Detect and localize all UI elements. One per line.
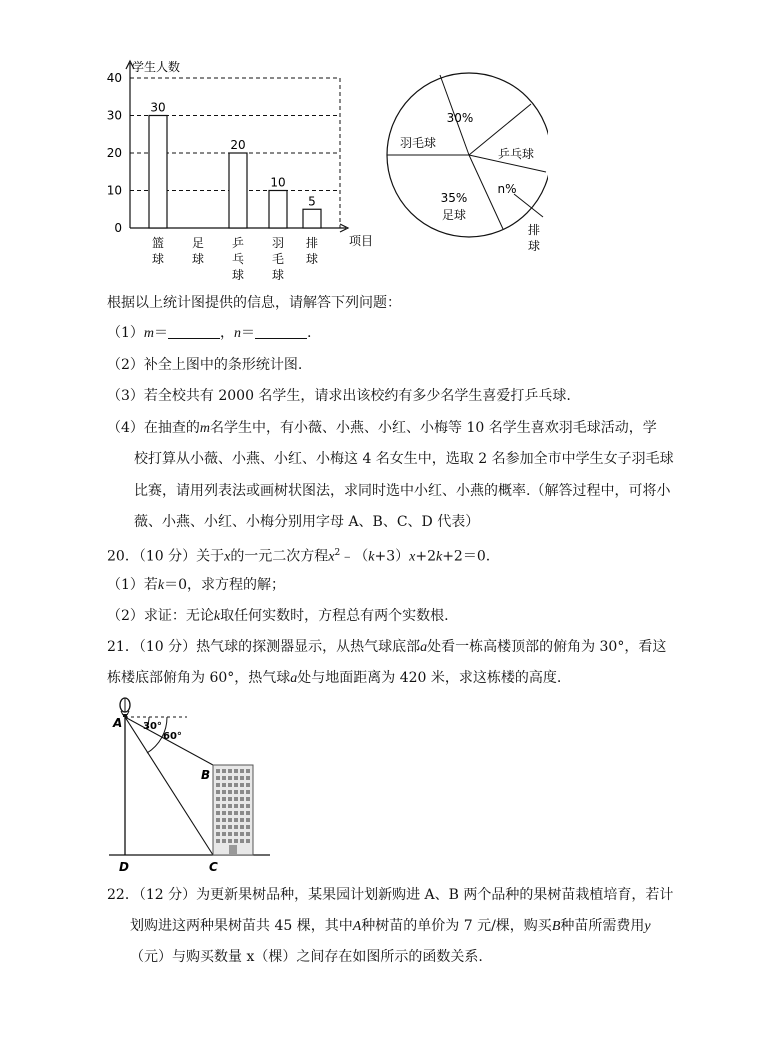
building-window <box>222 818 226 822</box>
q21-stem-line1 <box>107 637 666 658</box>
var-a: a <box>290 671 298 686</box>
building-window <box>222 811 226 815</box>
building-window <box>234 825 238 829</box>
text: 21．（10 分）热气球的探测器显示，从热气球底部 <box>107 639 421 655</box>
building-window <box>228 811 232 815</box>
building-window <box>228 839 232 843</box>
bar <box>149 116 167 229</box>
angle-label-60: 60° <box>163 731 182 742</box>
text: 种苗所需费用 <box>560 918 645 934</box>
y-tick-label: 10 <box>106 183 122 198</box>
building-window <box>234 804 238 808</box>
var-m: m <box>143 326 155 341</box>
q19-part4-line3: 比赛，请用列表法或画树状图法，求同时选中小红、小燕的概率.（解答过程中，可将小 <box>134 483 671 499</box>
text: 的一元二次方程 <box>230 548 329 565</box>
x-tick-label: 球 <box>305 252 319 266</box>
bar-chart <box>95 55 385 290</box>
x-tick-label: 毛 <box>271 252 285 266</box>
building-window <box>246 776 250 780</box>
building-window <box>222 776 226 780</box>
label-D: D <box>119 860 129 874</box>
building-window <box>246 804 250 808</box>
y-tick-label: 20 <box>106 146 122 160</box>
building-window <box>240 832 244 836</box>
var-k: k <box>157 578 165 593</box>
building-window <box>228 825 232 829</box>
var-x: x <box>328 549 335 565</box>
var-A: A <box>352 919 362 934</box>
building-window <box>228 783 232 787</box>
text: 20．（10 分）关于 <box>107 548 225 565</box>
superscript: 2 <box>334 548 341 558</box>
text: 取任何实数时，方程总有两个实数根. <box>220 608 449 624</box>
x-tick-label: 乓 <box>231 252 245 266</box>
bar <box>229 153 247 228</box>
period: . <box>307 325 312 341</box>
text: 栋楼底部俯角为 60°，热气球 <box>107 670 291 686</box>
building-window <box>216 769 220 773</box>
building-window <box>228 790 232 794</box>
bar <box>269 191 287 229</box>
building-window <box>246 769 250 773</box>
building-window <box>246 790 250 794</box>
q19-part4-line2: 校打算从小薇、小燕、小红、小梅这 4 名女生中，选取 2 名参加全市中学生女子羽毛球 <box>134 451 674 467</box>
text: 划购进这两种果树苗共 45 棵，其中 <box>130 918 353 934</box>
building-window <box>240 797 244 801</box>
building-window <box>216 825 220 829</box>
building-window <box>246 783 250 787</box>
building-window <box>246 825 250 829</box>
var-m: m <box>199 421 211 436</box>
x-tick-label: 球 <box>191 252 205 266</box>
label-A: A <box>113 716 123 730</box>
x-axis-title: 项目 <box>349 234 374 248</box>
building-window <box>240 825 244 829</box>
text: 处看一栋高楼顶部的俯角为 30°，看这 <box>427 639 667 655</box>
building-window <box>240 790 244 794</box>
building-window <box>234 818 238 822</box>
bar-data-label: 10 <box>270 175 286 190</box>
building-window <box>216 839 220 843</box>
building-window <box>240 839 244 843</box>
building-window <box>246 811 250 815</box>
building-window <box>234 797 238 801</box>
text: （1）若 <box>107 577 158 593</box>
comma: ， <box>220 325 235 341</box>
building-window <box>216 804 220 808</box>
equals: ＝ <box>241 325 256 341</box>
var-k: k <box>368 549 375 565</box>
building-window <box>240 818 244 822</box>
building-window <box>234 839 238 843</box>
building-window <box>216 797 220 801</box>
y-tick-label: 40 <box>106 71 122 85</box>
building-icon <box>213 765 253 855</box>
text: +2 <box>415 548 436 565</box>
q19-part3: （3）若全校共有 2000 名学生，请求出该校约有多少名学生喜爱打乒乓球. <box>107 388 571 404</box>
building-window <box>240 769 244 773</box>
building-window <box>246 832 250 836</box>
building-window <box>216 832 220 836</box>
building-window <box>222 797 226 801</box>
answer-blank-n[interactable] <box>255 324 307 339</box>
q22-line3: （元）与购买数量 x（棵）之间存在如图所示的函数关系. <box>130 949 483 965</box>
q19-intro: 根据以上统计图提供的信息，请解答下列问题： <box>107 295 401 311</box>
var-k: k <box>435 549 443 565</box>
building-window <box>234 811 238 815</box>
building-window <box>228 797 232 801</box>
building-window <box>222 790 226 794</box>
balloon-building-figure <box>105 695 275 875</box>
label-B: B <box>201 768 211 782</box>
balloon-icon <box>120 698 130 717</box>
q19-part1 <box>107 323 312 344</box>
var-k: k <box>213 609 221 624</box>
q19-part4-line4: 薇、小燕、小红、小梅分别用字母 A、B、C、D 代表） <box>134 514 480 530</box>
q20-part2 <box>107 606 449 627</box>
building-window <box>222 804 226 808</box>
building-window <box>240 811 244 815</box>
q19-part2: （2）补全上图中的条形统计图. <box>107 357 303 373</box>
pie-value-football: 35% <box>440 191 468 205</box>
text: （2）求证：无论 <box>107 608 214 624</box>
text: 处与地面距离为 420 米，求这栋楼的高度. <box>297 670 562 686</box>
text: +2＝0. <box>442 548 491 565</box>
text: ﹣（ <box>340 548 369 565</box>
q22-line2 <box>130 916 651 937</box>
building-window <box>216 776 220 780</box>
x-tick-label: 乒 <box>231 236 245 250</box>
label-C: C <box>209 860 218 874</box>
pie-label-football: 足球 <box>441 208 467 222</box>
text: 种树苗的单价为 7 元/棵，购买 <box>361 918 552 934</box>
building-window <box>240 783 244 787</box>
building-window <box>234 832 238 836</box>
var-x: x <box>409 549 416 565</box>
var-a: a <box>420 640 428 655</box>
pie-chart <box>378 72 548 257</box>
text: ＝0，求方程的解； <box>164 577 286 593</box>
building-window <box>228 804 232 808</box>
building-window <box>222 825 226 829</box>
building-window <box>228 832 232 836</box>
building-window <box>246 797 250 801</box>
var-y: y <box>644 919 651 934</box>
building-window <box>234 790 238 794</box>
bar-data-label: 30 <box>150 100 166 115</box>
building-window <box>240 804 244 808</box>
angle-label-30: 30° <box>143 721 162 732</box>
building-window <box>246 839 250 843</box>
var-x: x <box>224 549 231 565</box>
pie-label-volleyball-v1: 排 <box>527 223 541 237</box>
bar-data-label: 5 <box>308 194 316 209</box>
text: （4）在抽查的 <box>107 420 200 436</box>
pie-label-badminton: 羽毛球 <box>399 136 437 150</box>
q20-stem <box>107 543 490 568</box>
building-window <box>222 769 226 773</box>
x-tick-label: 球 <box>151 252 165 266</box>
x-tick-label: 排 <box>305 236 319 250</box>
q21-stem-line2 <box>107 668 561 689</box>
building-window <box>216 818 220 822</box>
answer-blank-m[interactable] <box>168 324 220 339</box>
y-tick-label: 30 <box>106 108 122 123</box>
building-window <box>246 818 250 822</box>
building-window <box>216 790 220 794</box>
building-window <box>216 783 220 787</box>
building-window <box>222 839 226 843</box>
x-tick-label: 球 <box>271 268 285 282</box>
bar <box>303 209 321 228</box>
x-tick-label: 球 <box>231 268 245 282</box>
building-window <box>240 776 244 780</box>
bar-data-label: 20 <box>230 138 246 152</box>
building-window <box>228 776 232 780</box>
q20-part1 <box>107 575 285 596</box>
building-window <box>222 783 226 787</box>
building-window <box>216 811 220 815</box>
building-window <box>234 783 238 787</box>
pie-label-volleyball-v2: 球 <box>527 239 541 253</box>
x-tick-label: 篮 <box>151 236 165 250</box>
text: 名学生中，有小薇、小燕、小红、小梅等 10 名学生喜欢羽毛球活动，学 <box>210 420 657 436</box>
x-tick-label: 羽 <box>271 236 285 250</box>
q22-line1: 22．（12 分）为更新果树品种，某果园计划新购进 A、B 两个品种的果树苗栽植培育，若计 <box>107 887 674 903</box>
pie-label-pingpong: 乒乓球 <box>497 147 535 161</box>
equals: ＝ <box>154 325 169 341</box>
pie-value-basketball: 30% <box>446 111 474 125</box>
y-tick-label: 0 <box>114 221 122 235</box>
q19-part4-line1 <box>107 418 657 439</box>
var-B: B <box>551 919 561 934</box>
y-axis-title: 学生人数 <box>132 60 181 74</box>
q19-p1-num: （1） <box>107 325 144 341</box>
pie-value-volleyball: n% <box>497 182 517 196</box>
building-window <box>228 818 232 822</box>
building-window <box>234 776 238 780</box>
building-window <box>228 769 232 773</box>
building-window <box>222 832 226 836</box>
building-window <box>234 769 238 773</box>
x-tick-label: 足 <box>191 236 205 250</box>
var-n: n <box>234 326 242 341</box>
text: +3） <box>374 548 410 565</box>
